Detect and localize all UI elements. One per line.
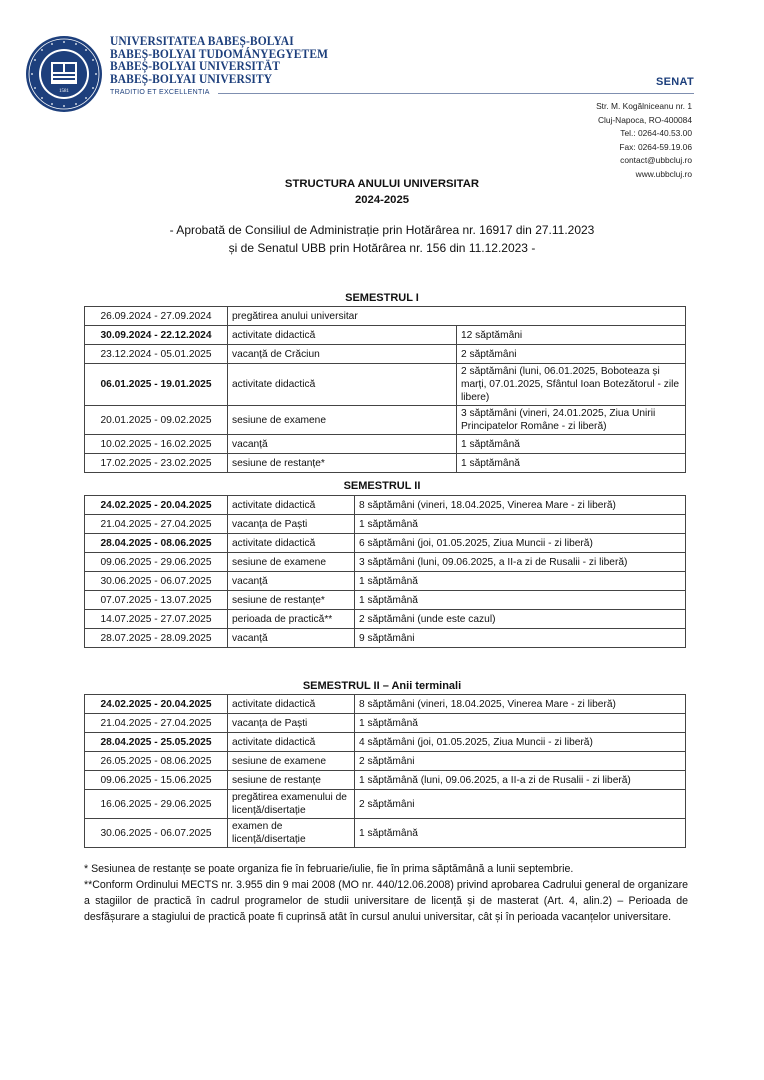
- table-row: [85, 591, 686, 610]
- senat-label: SENAT: [656, 76, 694, 88]
- row-duration: 2 săptămâni (unde este cazul): [355, 610, 686, 629]
- row-duration: 1 săptămână: [355, 591, 686, 610]
- row-activity: activitate didactică: [228, 695, 355, 714]
- row-date: 10.02.2025 - 16.02.2025: [85, 435, 228, 454]
- footnote-2: **Conform Ordinului MECTS nr. 3.955 din 9 mai 2008 (MO nr. 440/12.06.2008) privind aprobarea Cadrului general de organizare a stagiilor de practică în cadrul programelor de studii universitare de licență și de masterat (Art. 4, alin.2) – Perioada de desfășurare a stagiului de practică poate fi cuprinsă atât în cursul anului universitar, cât și în perioada vacanțelor universitare.: [84, 879, 688, 923]
- approval-line-2: și de Senatul UBB prin Hotărârea nr. 156 din 11.12.2023 -: [228, 240, 536, 255]
- row-date: 06.01.2025 - 19.01.2025: [85, 364, 228, 406]
- logo-year: 1581: [59, 89, 69, 94]
- row-duration: 8 săptămâni (vineri, 18.04.2025, Vinerea Mare - zi liberă): [355, 695, 686, 714]
- semester-2-table: [84, 495, 686, 648]
- row-activity: vacanță de Crăciun: [228, 345, 457, 364]
- table-row: [85, 819, 686, 848]
- university-logo: [24, 34, 104, 114]
- row-activity: activitate didactică: [228, 326, 457, 345]
- footnote-1: * Sesiunea de restanțe se poate organiza fie în februarie/iulie, fie în prima săptămână a lunii septembrie.: [84, 863, 574, 875]
- contact-fax: Fax: 0264-59.19.06: [619, 141, 692, 152]
- table-row: [85, 326, 686, 345]
- row-duration: 2 săptămâni (luni, 06.01.2025, Boboteaza și marți, 07.01.2025, Sfântul Ioan Botezătorul - zile libere): [457, 364, 686, 406]
- table-row: [85, 752, 686, 771]
- row-date: 17.02.2025 - 23.02.2025: [85, 454, 228, 473]
- table-row: [85, 435, 686, 454]
- row-date: 09.06.2025 - 15.06.2025: [85, 771, 228, 790]
- semester-2-final-years-table: [84, 694, 686, 848]
- row-activity: sesiune de examene: [228, 553, 355, 572]
- table-row: [85, 572, 686, 591]
- row-activity: perioada de practică**: [228, 610, 355, 629]
- row-activity: examen de licență/disertație: [228, 819, 355, 848]
- approval-statement: [0, 222, 764, 257]
- row-duration: 1 săptămână: [355, 819, 686, 848]
- table-row: [85, 454, 686, 473]
- row-date: 14.07.2025 - 27.07.2025: [85, 610, 228, 629]
- university-motto: TRADITIO ET EXCELLENTIA: [110, 89, 210, 96]
- document-title: STRUCTURA ANULUI UNIVERSITAR: [284, 178, 480, 190]
- table-row: [85, 364, 686, 406]
- university-name-de: BABEȘ-BOLYAI UNIVERSITÄT: [110, 60, 280, 74]
- row-duration: 8 săptămâni (vineri, 18.04.2025, Vinerea Mare - zi liberă): [355, 496, 686, 515]
- row-activity: sesiune de restanțe*: [228, 591, 355, 610]
- row-date: 09.06.2025 - 29.06.2025: [85, 553, 228, 572]
- row-date: 20.01.2025 - 09.02.2025: [85, 406, 228, 435]
- table-row: [85, 733, 686, 752]
- row-activity: pregătirea examenului de licență/disertație: [228, 790, 355, 819]
- row-duration: 1 săptămână: [457, 435, 686, 454]
- row-date: 30.06.2025 - 06.07.2025: [85, 819, 228, 848]
- row-activity: sesiune de examene: [228, 406, 457, 435]
- footnotes: [84, 861, 688, 925]
- table-row: [85, 345, 686, 364]
- table-row: [85, 771, 686, 790]
- table-row: [85, 553, 686, 572]
- row-date: 21.04.2025 - 27.04.2025: [85, 714, 228, 733]
- approval-line-1: - Aprobată de Consiliul de Administrație prin Hotărârea nr. 16917 din 27.11.2023: [169, 223, 595, 237]
- table-row: [85, 695, 686, 714]
- row-activity: sesiune de examene: [228, 752, 355, 771]
- university-name-en: BABEȘ-BOLYAI UNIVERSITY: [110, 73, 273, 86]
- contact-street: Str. M. Kogălniceanu nr. 1: [596, 101, 692, 111]
- row-duration: 1 săptămână: [355, 515, 686, 534]
- row-activity: vacanță: [228, 629, 355, 648]
- table-row: [85, 515, 686, 534]
- university-seal-icon: [24, 34, 104, 114]
- row-date: 24.02.2025 - 20.04.2025: [85, 496, 228, 515]
- row-activity: activitate didactică: [228, 496, 355, 515]
- row-duration: 3 săptămâni (vineri, 24.01.2025, Ziua Unirii Principatelor Române - zi liberă): [457, 406, 686, 435]
- row-date: 28.07.2025 - 28.09.2025: [85, 629, 228, 648]
- row-duration: 6 săptămâni (joi, 01.05.2025, Ziua Muncii - zi liberă): [355, 534, 686, 553]
- semester-1-table: [84, 306, 686, 473]
- row-date: 26.09.2024 - 27.09.2024: [85, 307, 228, 326]
- row-activity: vacanță: [228, 572, 355, 591]
- row-activity: vacanță: [228, 435, 457, 454]
- row-duration: 1 săptămână: [355, 572, 686, 591]
- table-row: [85, 714, 686, 733]
- university-name-ro: UNIVERSITATEA BABEȘ-BOLYAI: [110, 35, 294, 49]
- table-row: [85, 406, 686, 435]
- row-date: 30.06.2025 - 06.07.2025: [85, 572, 228, 591]
- row-activity: sesiune de restanțe: [228, 771, 355, 790]
- row-duration: 4 săptămâni (joi, 01.05.2025, Ziua Muncii - zi liberă): [355, 733, 686, 752]
- table-row: [85, 790, 686, 819]
- row-date: 16.06.2025 - 29.06.2025: [85, 790, 228, 819]
- row-activity: activitate didactică: [228, 733, 355, 752]
- row-date: 28.04.2025 - 08.06.2025: [85, 534, 228, 553]
- document-year: 2024-2025: [354, 194, 410, 206]
- contact-city: Cluj-Napoca, RO-400084: [597, 114, 692, 125]
- contact-website[interactable]: www.ubbcluj.ro: [635, 168, 692, 179]
- row-activity: sesiune de restanțe*: [228, 454, 457, 473]
- row-date: 26.05.2025 - 08.06.2025: [85, 752, 228, 771]
- table-row: [85, 629, 686, 648]
- row-date: 23.12.2024 - 05.01.2025: [85, 345, 228, 364]
- semester-2-final-years-title: SEMESTRUL II – Anii terminali: [302, 680, 462, 692]
- row-duration: 2 săptămâni: [355, 790, 686, 819]
- row-activity: pregătirea anului universitar: [228, 307, 686, 326]
- university-names: [110, 36, 328, 96]
- table-row: [85, 534, 686, 553]
- row-duration: 1 săptămână (luni, 09.06.2025, a II-a zi de Rusalii - zi liberă): [355, 771, 686, 790]
- row-duration: 1 săptămână: [457, 454, 686, 473]
- contact-block: [596, 100, 692, 181]
- table-row: [85, 496, 686, 515]
- row-date: 30.09.2024 - 22.12.2024: [85, 326, 228, 345]
- university-name-hu: BABEȘ-BOLYAI TUDOMÁNYEGYETEM: [110, 48, 329, 61]
- row-date: 07.07.2025 - 13.07.2025: [85, 591, 228, 610]
- row-duration: 12 săptămâni: [457, 326, 686, 345]
- row-activity: vacanța de Paști: [228, 515, 355, 534]
- table-row: [85, 610, 686, 629]
- row-duration: 2 săptămâni: [457, 345, 686, 364]
- row-date: 24.02.2025 - 20.04.2025: [85, 695, 228, 714]
- contact-email[interactable]: contact@ubbcluj.ro: [620, 155, 692, 165]
- semester-2-title: SEMESTRUL II: [343, 480, 421, 492]
- row-activity: activitate didactică: [228, 534, 355, 553]
- row-duration: 3 săptămâni (luni, 09.06.2025, a II-a zi de Rusalii - zi liberă): [355, 553, 686, 572]
- row-date: 28.04.2025 - 25.05.2025: [85, 733, 228, 752]
- header-divider: [218, 93, 694, 94]
- row-date: 21.04.2025 - 27.04.2025: [85, 515, 228, 534]
- row-activity: vacanța de Paști: [228, 714, 355, 733]
- row-duration: 1 săptămână: [355, 714, 686, 733]
- contact-phone: Tel.: 0264-40.53.00: [620, 128, 692, 138]
- row-duration: 2 săptămâni: [355, 752, 686, 771]
- table-row: [85, 307, 686, 326]
- row-duration: 9 săptămâni: [355, 629, 686, 648]
- semester-1-title: SEMESTRUL I: [345, 292, 419, 304]
- row-activity: activitate didactică: [228, 364, 457, 406]
